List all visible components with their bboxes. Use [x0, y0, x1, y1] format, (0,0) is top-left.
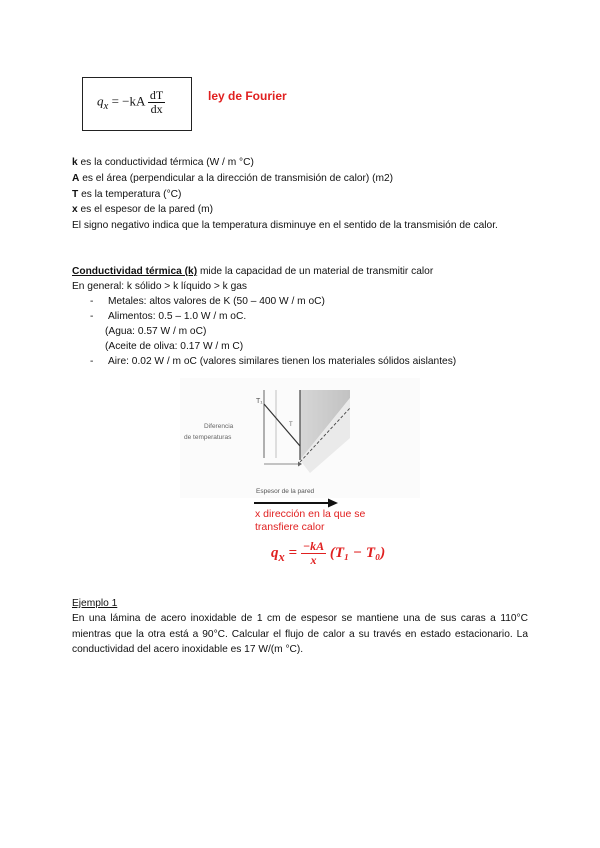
big-eq-equals: = — [288, 544, 298, 561]
big-eq-fraction — [301, 540, 326, 567]
conductivity-heading: Conductividad térmica (k) mide la capacidad de un material de transmitir calor — [72, 266, 434, 277]
conductivity-general: En general: k sólido > k líquido > k gas — [72, 281, 247, 292]
label-diff-1: Diferencia — [204, 423, 234, 430]
big-eq-denominator: x — [310, 553, 317, 567]
definition-x: x es el espesor de la pared (m) — [72, 204, 214, 215]
definition-t: T es la temperatura (°C) — [72, 189, 182, 200]
wall-temperature-figure — [180, 378, 420, 498]
eq-equals: = −kA — [111, 93, 145, 109]
sign-note: El signo negativo indica que la temperatura disminuye en el sentido de la transmisión de calor. — [72, 220, 498, 231]
example-text: En una lámina de acero inoxidable de 1 cm de espesor se mantiene una de sus caras a 110°C mientras que la otra está a 90°C. Calcular el flujo de calor a su través en estado estacionario. La conductividad del acero inoxidable es 17 W/(m °C). — [72, 613, 528, 655]
big-eq-lhs: q — [271, 544, 279, 561]
label-thickness: Espesor de la pared — [256, 488, 315, 495]
label-diff-2: de temperaturas — [184, 434, 232, 441]
fourier-equation-box — [82, 77, 192, 131]
bullet-dash: - — [90, 311, 94, 322]
example-title: Ejemplo 1 — [72, 598, 118, 609]
eq-lhs: q — [97, 93, 104, 109]
direction-arrow — [254, 498, 338, 508]
bullet-aceite: (Aceite de oliva: 0.17 W / m C) — [105, 341, 244, 352]
direction-note-2: transfiere calor — [255, 521, 325, 533]
direction-note-1: x dirección en la que se — [255, 508, 366, 520]
eq-fraction — [148, 89, 165, 116]
bullet-agua: (Agua: 0.57 W / m oC) — [105, 326, 207, 337]
big-eq-rhs: (T₁ − T₀) — [329, 544, 386, 561]
bullet-aire: Aire: 0.02 W / m oC (valores similares tienen los materiales sólidos aislantes) — [108, 356, 457, 367]
label-t1: T₁ — [256, 398, 263, 405]
fourier-equation — [97, 89, 165, 116]
eq-denominator: dx — [150, 102, 163, 116]
definition-a: A es el área (perpendicular a la dirección de transmisión de calor) (m2) — [72, 173, 394, 184]
eq-numerator: dT — [149, 88, 164, 102]
label-t: T — [289, 422, 293, 428]
fourier-law-label: ley de Fourier — [208, 89, 287, 103]
big-eq-lhs-sub: x — [278, 549, 285, 564]
eq-lhs-sub: x — [103, 100, 109, 113]
bullet-alimentos: Alimentos: 0.5 – 1.0 W / m oC. — [108, 311, 247, 322]
big-eq-numerator: −kA — [302, 539, 325, 553]
definition-k: k es la conductividad térmica (W / m °C) — [72, 157, 254, 168]
heat-flux-equation — [271, 540, 385, 567]
bullet-metales: Metales: altos valores de K (50 – 400 W / m oC) — [108, 296, 325, 307]
bullet-dash: - — [90, 296, 94, 307]
bullet-dash: - — [90, 356, 94, 367]
